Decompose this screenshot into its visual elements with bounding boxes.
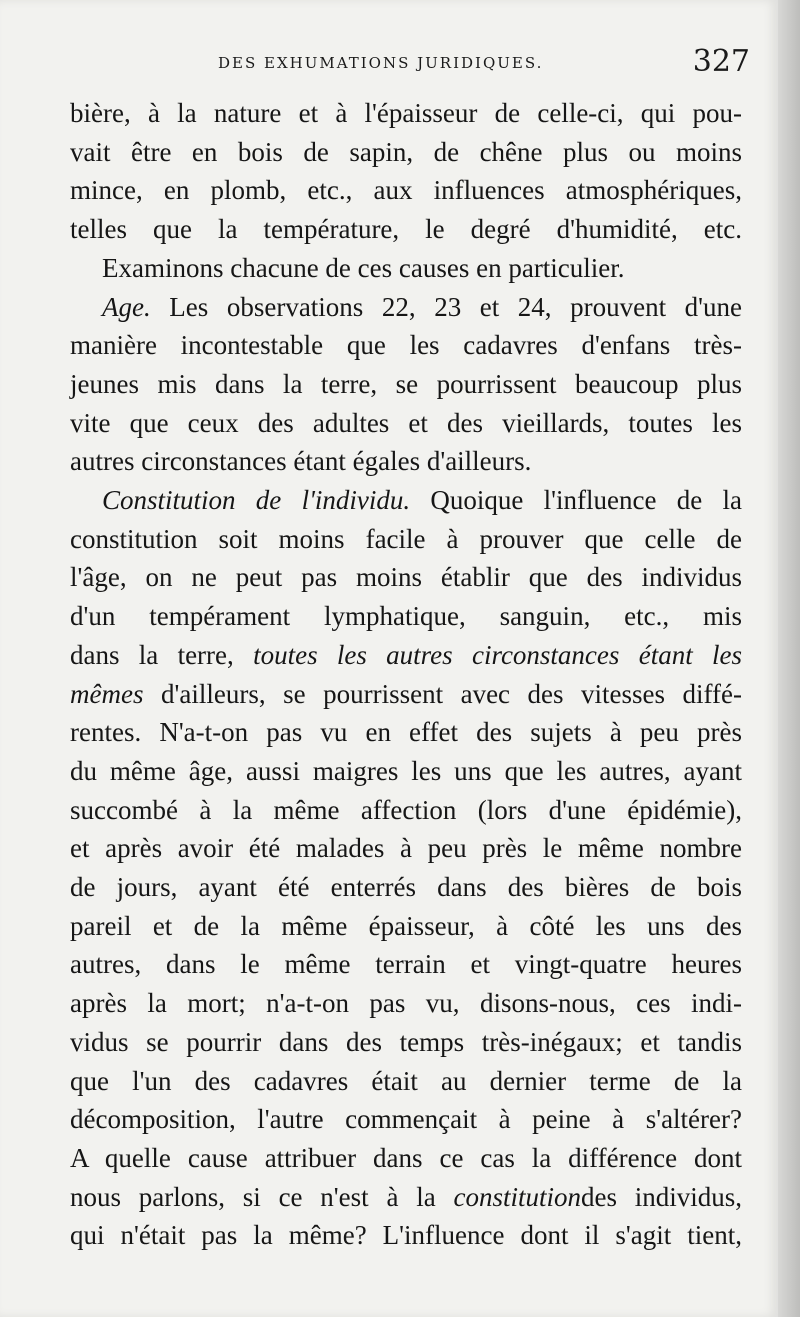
running-title: DES EXHUMATIONS JURIDIQUES. xyxy=(218,54,544,72)
text-line: décomposition, l'autre commençait à peine à s'altérer? xyxy=(70,1104,742,1135)
text-line: succombé à la même affection (lors d'une épidémie), xyxy=(70,794,742,825)
section-heading-constitution: Constitution de l'individu. xyxy=(102,485,411,516)
text-line: A quelle cause attribuer dans ce cas la différence dont xyxy=(70,1142,742,1173)
text-line: après la mort; n'a-t-on pas vu, disons-nous, ces indi- xyxy=(70,988,742,1019)
text-line: mince, en plomb, etc., aux influences atmosphériques, xyxy=(70,175,742,206)
text-line: pareil et de la même épaisseur, à côté les uns des xyxy=(70,910,742,941)
text-line: que l'un des cadavres était au dernier terme de la xyxy=(70,1065,742,1096)
text-line: rentes. N'a-t-on pas vu en effet des sujets à peu près xyxy=(70,717,742,748)
italic-phrase: mêmes xyxy=(70,678,144,709)
text-line: d'un tempérament lymphatique, sanguin, etc., mis xyxy=(70,601,742,632)
text-fragment: nous parlons, si ce n'est à la xyxy=(70,1181,436,1212)
text-line-age xyxy=(70,288,742,327)
text-line-constitution xyxy=(70,481,742,520)
italic-word: constitution xyxy=(453,1181,581,1212)
text-line: constitution soit moins facile à prouver que celle de xyxy=(70,523,742,554)
text-line: autres circonstances étant égales d'ailleurs. xyxy=(70,446,532,477)
text-fragment: des individus, xyxy=(580,1181,742,1212)
text-fragment: d'ailleurs, se pourrissent avec des vitesses diffé- xyxy=(161,678,743,709)
running-head xyxy=(60,44,750,80)
text-line: Examinons chacune de ces causes en particulier. xyxy=(102,252,625,283)
text-line: autres, dans le même terrain et vingt-quatre heures xyxy=(70,949,742,980)
text-line: et après avoir été malades à peu près le même nombre xyxy=(70,833,742,864)
text-line: vidus se pourrir dans des temps très-inégaux; et tandis xyxy=(70,1026,742,1057)
page-edge xyxy=(778,0,800,1317)
text-line: qui n'était pas la même? L'influence dont il s'agit tient, xyxy=(70,1220,742,1251)
body-text xyxy=(70,94,742,1255)
text-line-mixed xyxy=(70,636,742,675)
text-line: jeunes mis dans la terre, se pourrissent beaucoup plus xyxy=(70,368,742,399)
page-number: 327 xyxy=(692,44,750,79)
text-fragment: dans la terre, xyxy=(70,639,234,670)
section-heading-age: Age. xyxy=(102,291,151,322)
text-line: vait être en bois de sapin, de chêne plus ou moins xyxy=(70,136,742,167)
text-fragment: Quoique l'influence de la xyxy=(430,485,743,516)
text-line: manière incontestable que les cadavres d'enfans très- xyxy=(70,330,742,361)
text-line: du même âge, aussi maigres les uns que les autres, ayant xyxy=(70,755,742,786)
text-line: telles que la température, le degré d'humidité, etc. xyxy=(70,214,742,245)
text-line-mixed xyxy=(70,675,742,714)
text-line: vite que ceux des adultes et des vieillards, toutes les xyxy=(70,407,742,438)
text-fragment: Les observations 22, 23 et 24, prouvent d'une xyxy=(169,291,742,322)
text-line: l'âge, on ne peut pas moins établir que des individus xyxy=(70,562,742,593)
italic-phrase: toutes les autres circonstances étant les xyxy=(253,639,742,670)
text-line: bière, à la nature et à l'épaisseur de celle-ci, qui pou- xyxy=(70,98,742,128)
text-line-mixed xyxy=(70,1178,742,1217)
text-line: de jours, ayant été enterrés dans des bières de bois xyxy=(70,872,742,903)
